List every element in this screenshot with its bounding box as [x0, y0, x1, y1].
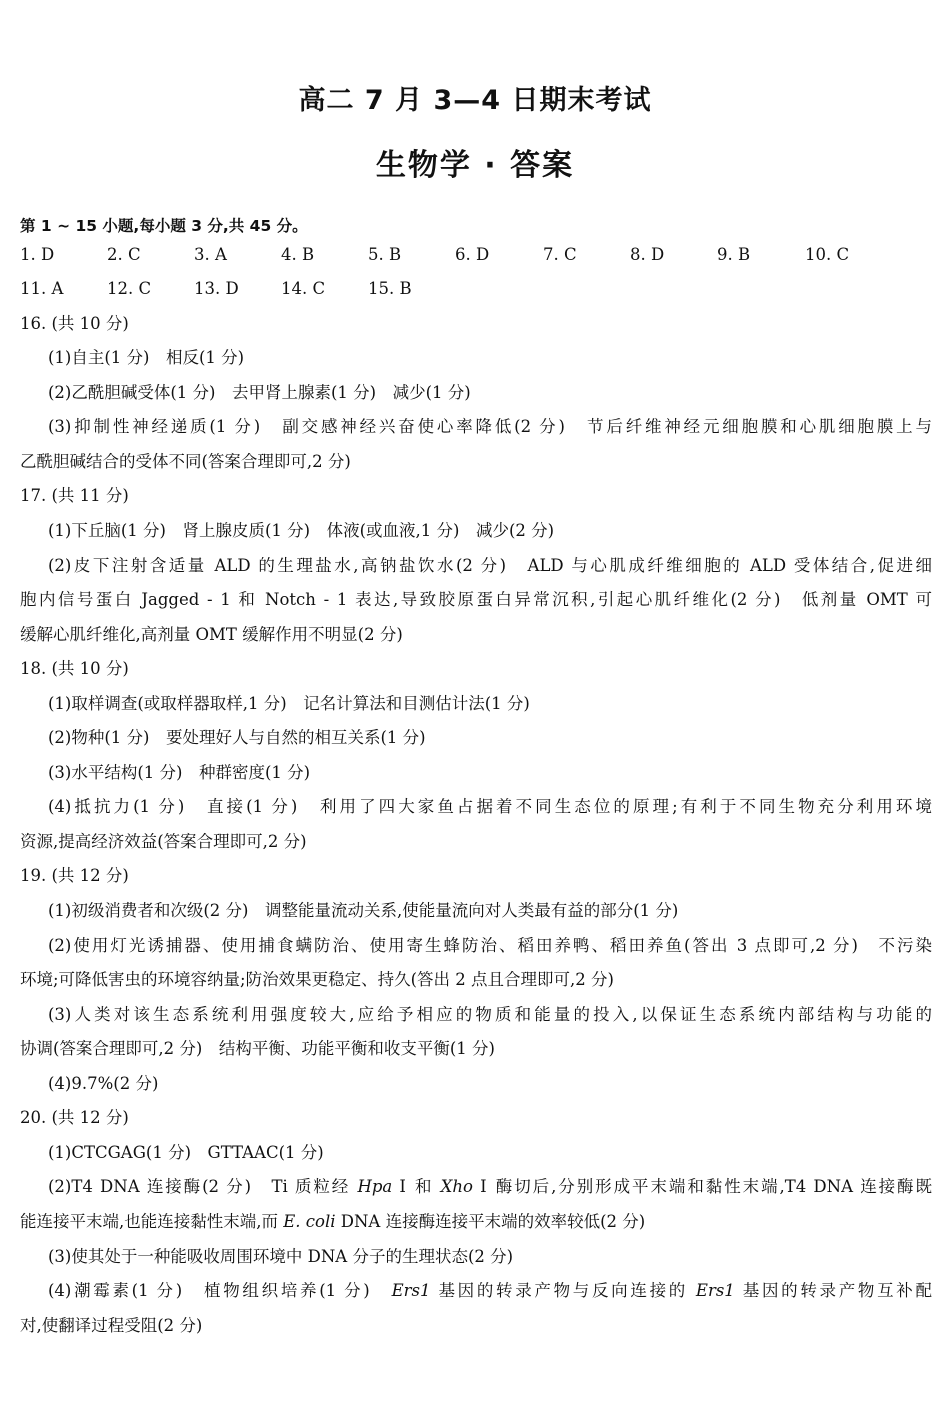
mc-answer: 1. D	[20, 245, 55, 264]
mc-answer: 7. C	[543, 245, 577, 264]
question-20-part-1: (1)CTCGAG(1 分) GTTAAC(1 分)	[48, 1143, 324, 1162]
exam-title: 高二 7 月 3—4 日期末考试	[298, 85, 652, 116]
question-19-heading: 19. (共 12 分)	[20, 866, 129, 885]
mc-answer: 2. C	[107, 245, 141, 264]
question-16-heading: 16. (共 10 分)	[20, 314, 129, 333]
question-19-part-2: (2)使用灯光诱捕器、使用捕食螨防治、使用寄生蜂防治、稻田养鸭、稻田养鱼(答出 3 点即可,2 分) 不污染	[48, 936, 932, 955]
question-18-heading: 18. (共 10 分)	[20, 659, 129, 678]
question-20-part-4-cont: 对,使翻译过程受阻(2 分)	[20, 1316, 203, 1335]
mc-answer: 5. B	[368, 245, 402, 264]
text-segment: (2)T4 DNA 连接酶(2 分) Ti 质粒经	[48, 1177, 358, 1196]
question-20-part-2	[48, 1170, 932, 1204]
italic-gene-ers1: Ers1	[391, 1281, 431, 1300]
mc-answer: 12. C	[107, 279, 152, 298]
text-segment: Ⅰ 酶切后,分别形成平末端和黏性末端,T4 DNA 连接酶既	[472, 1177, 932, 1196]
question-19-part-1: (1)初级消费者和次级(2 分) 调整能量流动关系,使能量流向对人类最有益的部分(1 分)	[48, 901, 679, 920]
mc-answer: 9. B	[717, 245, 751, 264]
mc-answer: 10. C	[805, 245, 850, 264]
text-segment: Ⅰ 和	[392, 1177, 441, 1196]
question-18-part-4: (4)抵抗力(1 分) 直接(1 分) 利用了四大家鱼占据着不同生态位的原理;有利于不同生物充分利用环境	[48, 797, 932, 816]
question-20-part-2-cont	[20, 1205, 932, 1239]
question-19-part-2-cont: 环境;可降低害虫的环境容纳量;防治效果更稳定、持久(答出 2 点且合理即可,2 分)	[20, 970, 614, 989]
question-20-part-4	[48, 1274, 932, 1308]
question-17-part-2-cont: 胞内信号蛋白 Jagged - 1 和 Notch - 1 表达,导致胶原蛋白异常沉积,引起心肌纤维化(2 分) 低剂量 OMT 可	[20, 590, 932, 609]
mc-answer: 13. D	[194, 279, 239, 298]
question-20-heading: 20. (共 12 分)	[20, 1108, 129, 1127]
question-18-part-1: (1)取样调查(或取样器取样,1 分) 记名计算法和目测估计法(1 分)	[48, 694, 530, 713]
text-segment: 基因的转录产物互补配	[734, 1281, 932, 1300]
text-segment: (4)潮霉素(1 分) 植物组织培养(1 分)	[48, 1281, 392, 1300]
question-17-heading: 17. (共 11 分)	[20, 486, 129, 505]
mc-answer: 6. D	[455, 245, 490, 264]
text-segment: 基因的转录产物与反向连接的	[430, 1281, 696, 1300]
mc-answer: 15. B	[368, 279, 412, 298]
mc-answer: 8. D	[630, 245, 665, 264]
question-19-part-4: (4)9.7%(2 分)	[48, 1074, 159, 1093]
question-17-part-2-end: 缓解心肌纤维化,高剂量 OMT 缓解作用不明显(2 分)	[20, 625, 403, 644]
mc-answer-row-1	[20, 238, 932, 272]
question-17-part-2: (2)皮下注射含适量 ALD 的生理盐水,高钠盐饮水(2 分) ALD 与心肌成纤维细胞的 ALD 受体结合,促进细	[48, 556, 932, 575]
question-20-part-3: (3)使其处于一种能吸收周围环境中 DNA 分子的生理状态(2 分)	[48, 1247, 514, 1266]
question-16-part-2: (2)乙酰胆碱受体(1 分) 去甲肾上腺素(1 分) 减少(1 分)	[48, 383, 471, 402]
mc-intro: 第 1 ~ 15 小题,每小题 3 分,共 45 分。	[20, 217, 308, 235]
question-19-part-3: (3)人类对该生态系统利用强度较大,应给予相应的物质和能量的投入,以保证生态系统内部结构与功能的	[48, 1005, 932, 1024]
italic-gene-ers1: Ers1	[695, 1281, 735, 1300]
italic-enzyme-xho: Xho	[440, 1177, 473, 1196]
mc-answer: 14. C	[281, 279, 326, 298]
mc-answer: 11. A	[20, 279, 64, 298]
italic-species-ecoli: E. coli	[283, 1212, 336, 1231]
mc-answer-row-2	[20, 272, 932, 306]
question-16-part-3: (3)抑制性神经递质(1 分) 副交感神经兴奋使心率降低(2 分) 节后纤维神经元细胞膜和心肌细胞膜上与	[48, 417, 932, 436]
question-19-part-3-cont: 协调(答案合理即可,2 分) 结构平衡、功能平衡和收支平衡(1 分)	[20, 1039, 495, 1058]
question-17-part-1: (1)下丘脑(1 分) 肾上腺皮质(1 分) 体液(或血液,1 分) 减少(2 分)	[48, 521, 555, 540]
question-16-part-3-cont: 乙酰胆碱结合的受体不同(答案合理即可,2 分)	[20, 452, 351, 471]
question-18-part-4-cont: 资源,提高经济效益(答案合理即可,2 分)	[20, 832, 307, 851]
question-18-part-3: (3)水平结构(1 分) 种群密度(1 分)	[48, 763, 311, 782]
question-16-part-1: (1)自主(1 分) 相反(1 分)	[48, 348, 245, 367]
mc-answer: 4. B	[281, 245, 315, 264]
italic-enzyme-hpa: Hpa	[357, 1177, 393, 1196]
mc-answer: 3. A	[194, 245, 227, 264]
subject-title: 生物学 · 答案	[375, 148, 575, 183]
text-segment: DNA 连接酶连接平末端的效率较低(2 分)	[335, 1212, 646, 1231]
question-18-part-2: (2)物种(1 分) 要处理好人与自然的相互关系(1 分)	[48, 728, 426, 747]
text-segment: 能连接平末端,也能连接黏性末端,而	[20, 1212, 284, 1231]
